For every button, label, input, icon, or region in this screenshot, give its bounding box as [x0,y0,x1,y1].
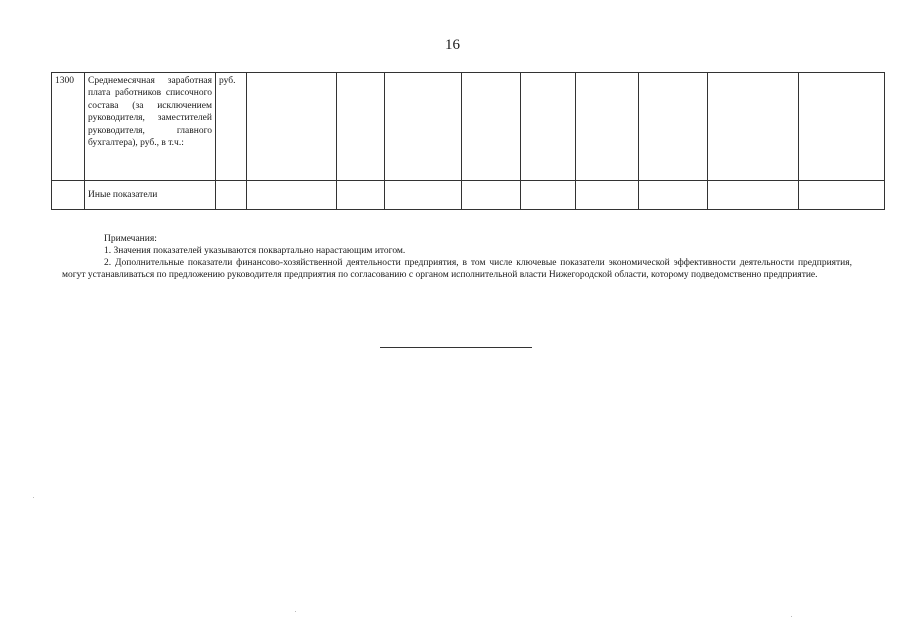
value-cell [462,181,521,210]
value-cell [247,73,337,181]
value-cell [337,73,385,181]
row-unit: руб. [216,73,247,181]
value-cell [639,181,708,210]
table-row [52,73,885,181]
value-cell [521,73,576,181]
value-cell [576,181,639,210]
notes-section [62,233,852,281]
page-number: 16 [445,37,460,53]
value-cell [462,73,521,181]
row-indicator: Иные показатели [85,181,216,210]
value-cell [521,181,576,210]
value-cell [708,73,799,181]
row-code: 1300 [52,73,85,181]
row-indicator: Среднемесячная заработная плата работников списочного состава (за исключением руководителя, заместителей руководителя, главного бухгалтера), руб., в т.ч.: [85,73,216,181]
value-cell [385,73,462,181]
note-item-1: 1. Значения показателей указываются поквартально нарастающим итогом. [104,246,406,256]
indicators-table [51,72,885,210]
separator-line [380,347,532,348]
scan-speck [791,616,792,617]
notes-title: Примечания: [104,234,157,244]
value-cell [639,73,708,181]
value-cell [247,181,337,210]
value-cell [799,73,885,181]
value-cell [799,181,885,210]
row-unit [216,181,247,210]
value-cell [337,181,385,210]
value-cell [708,181,799,210]
table-row [52,181,885,210]
scan-speck [33,497,34,498]
note-item-2: 2. Дополнительные показатели финансово-хозяйственной деятельности предприятия, в том числе ключевые показатели экономической эффективности деятельности предприятия, могут устанавливаться по предложению руководителя предприятия по согласованию с органом исполнительной власти Нижегородской области, которому подведомственно предприятие. [62,258,852,280]
row-code [52,181,85,210]
scan-speck [295,611,296,612]
value-cell [385,181,462,210]
value-cell [576,73,639,181]
